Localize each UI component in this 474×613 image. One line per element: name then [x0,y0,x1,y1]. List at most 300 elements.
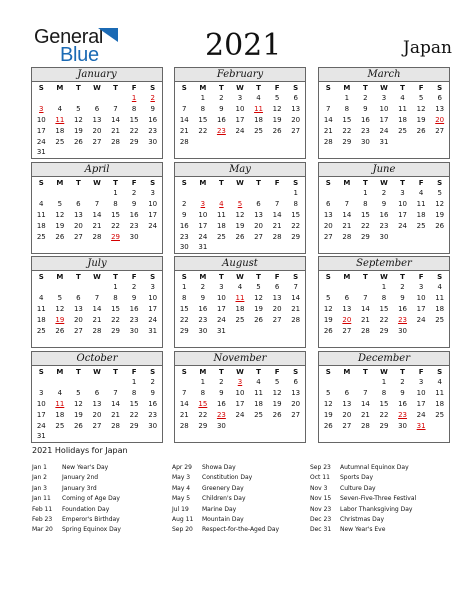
day-cell: 8 [131,389,137,398]
weekday-label: T [113,178,118,187]
weekday-label: S [293,272,299,281]
day-cell: 2 [150,378,155,387]
day-cell: 10 [148,294,158,303]
day-cell: 12 [272,389,282,398]
weekday-label: S [325,83,331,92]
day-cell: 8 [113,294,118,303]
logo [34,26,134,70]
weekday-label: T [219,272,224,281]
weekday-label: W [93,83,101,92]
day-cell: 11 [398,105,407,114]
day-cell: 26 [73,137,83,146]
weekday-label: T [113,272,118,281]
day-cell: 24 [398,221,407,230]
holiday-day-cell: 11 [235,294,245,303]
day-cell: 15 [129,399,139,408]
holiday-row [172,463,279,473]
holiday-day-cell: 23 [398,410,407,419]
weekday-label: T [219,83,224,92]
day-cell: 9 [363,105,368,114]
month-title: July [32,257,162,271]
day-cell: 16 [216,115,226,124]
day-cell: 23 [360,126,370,135]
day-cell: 10 [235,105,245,114]
holiday-row [32,505,121,515]
day-cell: 3 [418,283,424,292]
weekday-label: F [131,83,137,92]
holiday-day-cell: 3 [39,105,44,114]
month-january [31,67,163,159]
day-cell: 21 [291,304,301,313]
day-cell: 13 [92,399,102,408]
day-cell: 27 [291,126,301,135]
day-cell: 9 [131,200,137,209]
holiday-day-cell: 11 [55,115,65,124]
weekday-label: T [363,83,368,92]
day-cell: 24 [216,315,226,324]
month-october [31,351,163,443]
weekday-label: W [236,83,244,92]
day-cell: 19 [272,115,282,124]
day-cell: 11 [36,304,46,313]
holiday-row [310,494,416,504]
day-cell: 16 [129,304,139,313]
day-cell: 31 [36,432,46,441]
day-cell: 30 [216,421,226,430]
day-cell: 4 [256,94,261,103]
day-cell: 8 [293,200,298,209]
day-cell: 21 [111,410,120,419]
day-cell: 31 [148,326,158,335]
day-cell: 26 [272,126,282,135]
holiday-day-cell: 3 [200,200,206,209]
day-cell: 4 [57,389,63,398]
day-cell: 23 [379,221,389,230]
day-cell: 21 [92,315,102,324]
day-cell: 16 [360,115,370,124]
day-cell: 20 [73,315,83,324]
day-cell: 5 [418,94,424,103]
day-cell: 18 [416,210,426,219]
day-cell: 4 [418,189,424,198]
month-title: February [175,68,305,82]
holiday-row [310,525,416,535]
day-cell: 25 [416,221,426,230]
day-cell: 31 [216,326,226,335]
weekday-label: T [76,272,81,281]
holiday-name: Seven-Five-Three Festival [340,495,417,503]
holiday-date: May 3 [172,474,191,482]
holiday-name: Coming of Age Day [62,495,120,503]
day-cell: 30 [398,421,407,430]
day-cell: 25 [435,315,445,324]
weekday-label: T [256,178,261,187]
day-cell: 1 [200,378,206,387]
weekday-label: S [293,178,299,187]
day-cell: 24 [235,410,245,419]
month-april [31,162,163,254]
day-cell: 29 [198,421,208,430]
holiday-date: Dec 23 [310,515,332,523]
weekday-label: T [256,367,261,376]
day-cell: 25 [398,126,407,135]
weekday-label: M [56,272,64,281]
weekday-label: T [256,83,261,92]
holiday-day-cell: 23 [216,410,226,419]
day-cell: 4 [437,283,442,292]
holiday-row [172,473,279,483]
day-cell: 24 [235,126,245,135]
day-cell: 15 [179,304,189,313]
month-title: August [175,257,305,271]
day-cell: 8 [344,105,350,114]
weekday-label: T [219,367,224,376]
day-cell: 19 [73,410,83,419]
day-cell: 23 [148,410,158,419]
weekday-label: M [343,178,351,187]
day-cell: 19 [254,304,263,313]
weekday-label: W [236,367,244,376]
day-cell: 6 [437,94,442,103]
day-cell: 17 [36,410,46,419]
day-cell: 6 [274,283,280,292]
day-cell: 10 [379,105,389,114]
day-cell: 15 [198,115,208,124]
day-cell: 17 [416,399,426,408]
day-cell: 30 [179,243,189,252]
day-cell: 26 [254,315,263,324]
day-cell: 1 [363,189,368,198]
day-cell: 5 [326,294,331,303]
day-cell: 11 [254,389,263,398]
day-cell: 17 [235,399,245,408]
day-cell: 12 [254,294,263,303]
weekday-label: T [76,367,81,376]
day-cell: 30 [360,137,370,146]
day-cell: 9 [219,105,224,114]
weekday-label: S [38,367,44,376]
day-cell: 15 [129,115,139,124]
holiday-row [172,505,279,515]
day-cell: 9 [400,294,405,303]
month-title: November [175,352,305,366]
day-cell: 18 [254,115,263,124]
day-cell: 18 [254,399,263,408]
day-cell: 28 [111,421,120,430]
day-cell: 17 [416,304,426,313]
day-cell: 10 [416,389,426,398]
holiday-name: Greenery Day [202,484,244,492]
day-cell: 6 [344,389,350,398]
holiday-date: Sep 20 [172,526,193,534]
day-cell: 12 [323,399,333,408]
day-cell: 19 [323,410,333,419]
day-cell: 22 [129,126,139,135]
day-cell: 16 [129,210,139,219]
weekday-label: M [199,367,207,376]
day-cell: 6 [94,389,100,398]
day-cell: 22 [198,410,208,419]
day-cell: 12 [55,210,65,219]
day-cell: 21 [179,126,189,135]
day-cell: 9 [400,389,405,398]
weekday-label: W [380,83,388,92]
day-cell: 15 [342,115,352,124]
holiday-name: Sports Day [340,474,373,482]
weekday-label: S [293,367,299,376]
day-cell: 17 [216,304,226,313]
day-cell: 21 [360,410,370,419]
month-title: June [319,163,449,177]
day-cell: 2 [219,378,224,387]
day-cell: 23 [198,315,208,324]
holiday-date: Aug 11 [172,515,194,523]
day-cell: 14 [111,399,120,408]
day-cell: 10 [198,210,208,219]
day-cell: 18 [435,399,445,408]
day-cell: 2 [200,283,206,292]
holiday-day-cell: 15 [198,399,208,408]
day-cell: 3 [219,283,224,292]
day-cell: 27 [323,232,333,241]
day-cell: 3 [150,283,155,292]
day-cell: 18 [36,315,46,324]
weekday-label: F [418,272,424,281]
month-title: March [319,68,449,82]
day-cell: 27 [73,326,83,335]
weekday-label: T [76,83,81,92]
day-cell: 14 [179,115,189,124]
day-cell: 5 [57,200,63,209]
weekday-label: F [274,83,280,92]
weekday-label: S [181,83,187,92]
day-cell: 12 [416,105,426,114]
month-february [174,67,306,159]
day-cell: 26 [323,421,333,430]
weekday-label: M [199,83,207,92]
day-cell: 20 [323,221,333,230]
weekday-label: W [93,178,101,187]
day-cell: 2 [131,189,137,198]
weekday-label: W [380,367,388,376]
day-cell: 19 [323,315,333,324]
day-cell: 27 [92,421,102,430]
day-cell: 28 [272,232,282,241]
day-cell: 16 [148,399,158,408]
weekday-label: W [93,367,101,376]
weekday-label: F [418,83,424,92]
weekday-label: T [219,178,224,187]
holiday-date: Nov 3 [310,484,328,492]
day-cell: 29 [342,137,352,146]
day-cell: 30 [129,326,139,335]
day-cell: 7 [94,200,100,209]
holiday-row [310,473,416,483]
day-cell: 21 [179,410,189,419]
holiday-name: Foundation Day [62,505,110,513]
month-december [318,351,450,443]
day-cell: 27 [291,410,301,419]
day-cell: 8 [381,389,387,398]
weekday-label: S [181,272,187,281]
day-cell: 18 [55,126,65,135]
day-cell: 28 [342,232,352,241]
day-cell: 21 [360,315,370,324]
weekday-label: T [400,178,405,187]
holiday-row [310,484,416,494]
holiday-name: Showa Day [202,464,236,471]
day-cell: 15 [291,210,301,219]
day-cell: 22 [291,221,301,230]
month-august [174,256,306,348]
day-cell: 18 [36,221,46,230]
month-title: December [319,352,449,366]
holiday-date: Jul 19 [172,505,189,513]
day-cell: 4 [437,378,442,387]
holiday-column [172,463,279,536]
holiday-row [172,515,279,525]
month-title: April [32,163,162,177]
day-cell: 24 [416,410,426,419]
weekday-label: M [199,178,207,187]
holiday-day-cell: 5 [237,200,243,209]
holiday-row [32,494,121,504]
weekday-label: F [274,272,280,281]
holiday-date: May 4 [172,484,191,492]
holiday-name: New Year's Eve [340,526,386,534]
day-cell: 14 [342,210,352,219]
day-cell: 6 [344,294,350,303]
weekday-label: T [400,272,405,281]
day-cell: 7 [113,389,118,398]
day-cell: 21 [342,221,352,230]
day-cell: 5 [256,283,261,292]
day-cell: 6 [94,105,100,114]
day-cell: 28 [360,326,370,335]
day-cell: 2 [131,283,137,292]
day-cell: 6 [76,294,81,303]
day-cell: 9 [150,105,155,114]
day-cell: 7 [344,200,350,209]
day-cell: 16 [179,221,189,230]
day-cell: 10 [36,399,46,408]
day-cell: 2 [182,200,187,209]
day-cell: 7 [274,200,280,209]
holiday-day-cell: 19 [55,315,65,324]
day-cell: 31 [379,137,389,146]
holiday-date: Apr 29 [172,464,192,471]
holiday-date: Nov 23 [310,505,332,513]
day-cell: 24 [36,137,46,146]
weekday-label: S [437,178,443,187]
day-cell: 22 [379,410,389,419]
day-cell: 7 [293,283,298,292]
holiday-column [310,463,416,536]
day-cell: 27 [342,326,352,335]
day-cell: 24 [416,315,426,324]
day-cell: 5 [326,389,331,398]
day-cell: 22 [198,126,208,135]
weekday-label: S [325,272,331,281]
country-label: Japan [403,38,452,58]
weekday-label: F [418,178,424,187]
weekday-label: T [113,367,118,376]
holiday-date: Sep 23 [310,464,331,471]
holiday-row [32,463,121,473]
day-cell: 19 [235,221,245,230]
day-cell: 8 [113,200,118,209]
day-cell: 16 [198,304,208,313]
day-cell: 27 [272,315,282,324]
month-september [318,256,450,348]
day-cell: 25 [435,410,445,419]
day-cell: 6 [293,378,298,387]
day-cell: 11 [435,294,445,303]
day-cell: 29 [379,421,389,430]
day-cell: 1 [113,283,118,292]
day-cell: 28 [323,137,333,146]
day-cell: 3 [400,189,405,198]
day-cell: 12 [235,210,245,219]
day-cell: 22 [342,126,352,135]
weekday-label: S [325,367,331,376]
holiday-date: Nov 15 [310,495,332,503]
day-cell: 18 [55,410,65,419]
day-cell: 10 [235,389,245,398]
holiday-name: Christmas Day [340,515,385,523]
weekday-label: M [56,178,64,187]
day-cell: 19 [416,115,426,124]
holiday-row [32,484,121,494]
day-cell: 5 [437,189,442,198]
day-cell: 18 [216,221,226,230]
day-cell: 15 [379,399,389,408]
weekday-label: S [293,83,299,92]
holiday-day-cell: 20 [435,115,445,124]
day-cell: 29 [129,421,139,430]
day-cell: 1 [293,189,298,198]
day-cell: 17 [235,115,245,124]
weekday-label: S [325,178,331,187]
day-cell: 8 [182,294,187,303]
holiday-column [32,463,121,536]
day-cell: 13 [272,294,282,303]
weekday-label: F [418,367,424,376]
day-cell: 28 [179,137,189,146]
weekday-label: M [56,367,64,376]
day-cell: 26 [272,410,282,419]
page-title-year: 2021 [205,28,282,63]
day-cell: 28 [360,421,370,430]
day-cell: 28 [92,326,102,335]
weekday-label: S [150,272,156,281]
weekday-label: S [38,83,44,92]
day-cell: 20 [291,399,301,408]
day-cell: 3 [381,94,387,103]
day-cell: 21 [272,221,282,230]
weekday-label: F [131,367,137,376]
day-cell: 8 [200,105,206,114]
logo-triangle-icon [98,28,118,42]
weekday-label: F [274,178,280,187]
day-cell: 2 [400,378,405,387]
day-cell: 15 [360,210,370,219]
holiday-date: Jan 3 [32,484,47,492]
holiday-date: Feb 23 [32,515,53,523]
day-cell: 16 [398,399,407,408]
day-cell: 29 [360,232,370,241]
weekday-label: T [113,83,118,92]
